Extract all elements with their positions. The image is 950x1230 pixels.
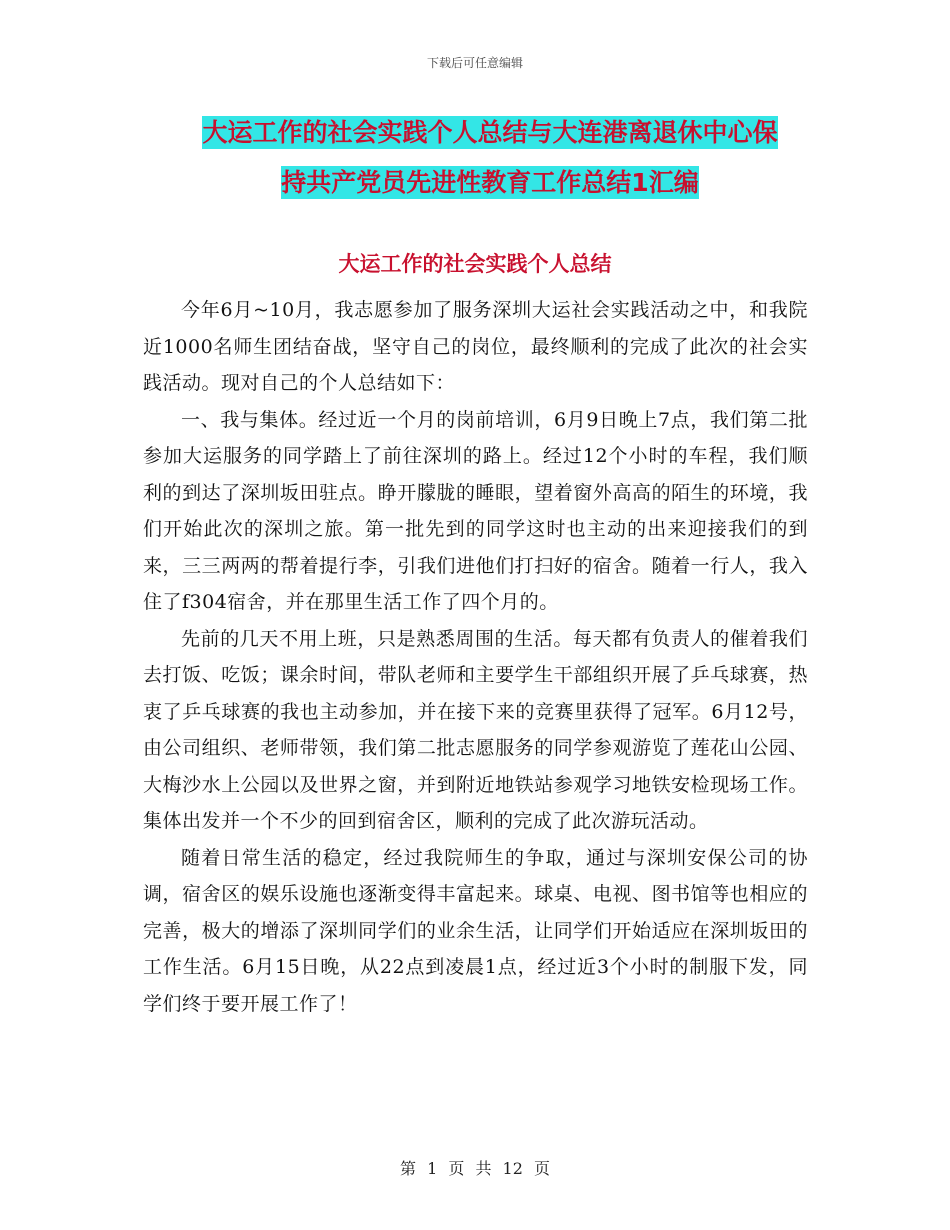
header-note: 下载后可任意编辑 <box>426 56 523 70</box>
title-line-2 <box>150 158 830 208</box>
paragraph: 一、我与集体。经过近一个月的岗前培训，6月9日晚上7点，我们第二批参加大运服务的同学踏上了前往深圳的路上。经过12个小时的车程，我们顺利的到达了深圳坂田驻点。睁开朦胧的睡眼，望着窗外高高的陌生的环境，我们开始此次的深圳之旅。第一批先到的同学这时也主动的出来迎接我们的到来，三三两两的帮着提行李，引我们进他们打扫好的宿舍。随着一行人，我入住了f304宿舍，并在那里生活工作了四个月的。 <box>143 408 808 613</box>
paragraph: 先前的几天不用上班，只是熟悉周围的生活。每天都有负责人的催着我们去打饭、吃饭；课余时间，带队老师和主要学生干部组织开展了乒乓球赛，热衷了乒乓球赛的我也主动参加，并在接下来的竞赛里获得了冠军。6月12号，由公司组织、老师带领，我们第二批志愿服务的同学参观游览了莲花山公园、大梅沙水上公园以及世界之窗，并到附近地铁站参观学习地铁安检现场工作。集体出发并一个不少的回到宿舍区，顺利的完成了此次游玩活动。 <box>143 627 808 832</box>
section-title: 大运工作的社会实践个人总结 <box>338 252 612 276</box>
paragraph: 随着日常生活的稳定，经过我院师生的争取，通过与深圳安保公司的协调，宿舍区的娱乐设施也逐渐变得丰富起来。球桌、电视、图书馆等也相应的完善，极大的增添了深圳同学们的业余生活，让同学们开始适应在深圳坂田的工作生活。6月15日晚，从22点到凌晨1点，经过近3个小时的制服下发，同学们终于要开展工作了！ <box>143 846 808 1015</box>
page-number-footer: 第 1 页 共 12 页 <box>400 1159 550 1178</box>
body-text <box>143 292 808 1022</box>
document-title <box>150 108 830 208</box>
title-line-2-text: 持共产党员先进性教育工作总结1汇编 <box>281 168 699 197</box>
title-line-1 <box>150 108 830 158</box>
paragraph: 今年6月~10月，我志愿参加了服务深圳大运社会实践活动之中，和我院近1000名师生团结奋战，坚守自己的岗位，最终顺利的完成了此次的社会实践活动。现对自己的个人总结如下： <box>143 299 808 394</box>
title-line-1-text: 大运工作的社会实践个人总结与大连港离退休中心保 <box>202 118 778 147</box>
